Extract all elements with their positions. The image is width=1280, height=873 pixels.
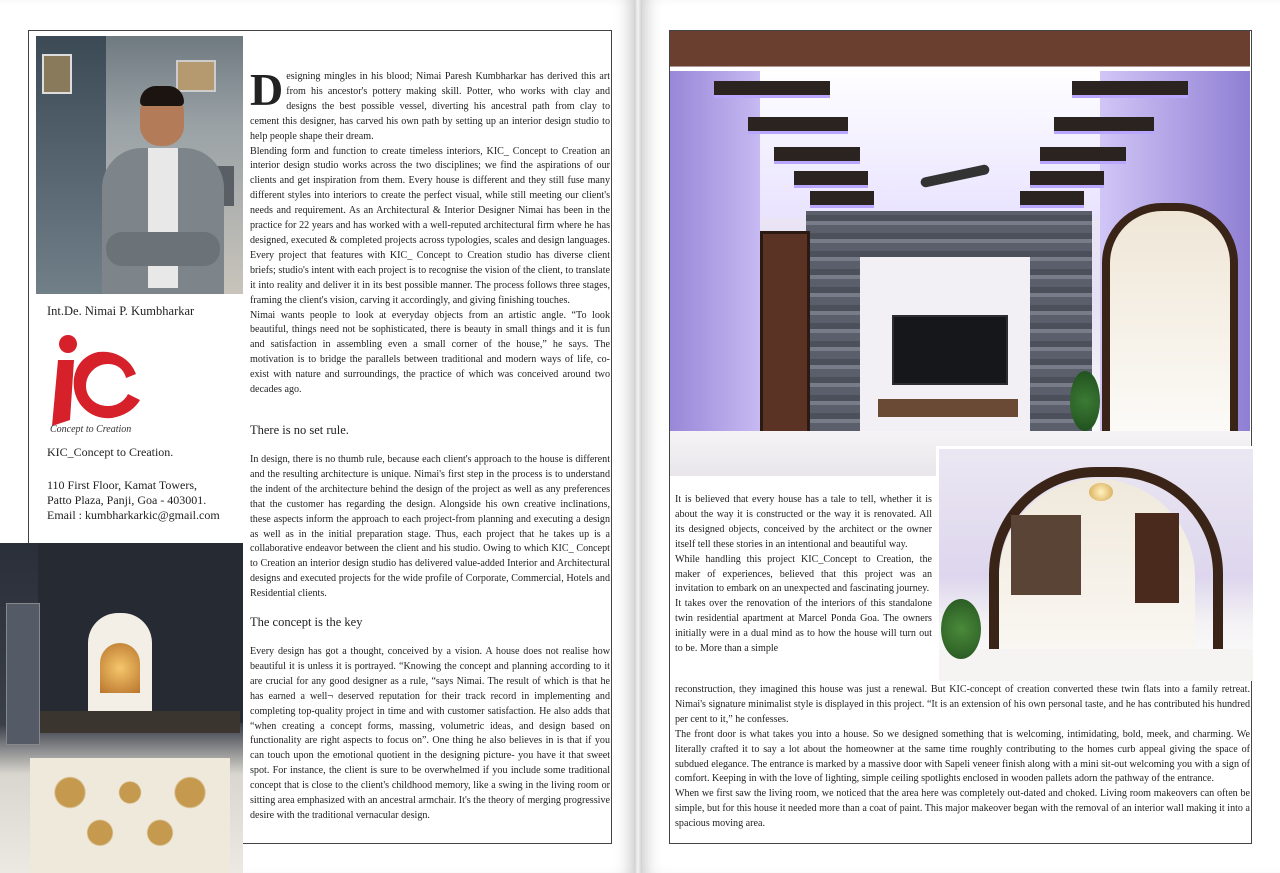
- takes-over-paragraph-start: It takes over the renovation of the interiors of this standalone twin residential apartment at Marcel Ponda Goa. The owners initially were in a dual mind as to how the house will turn out to be. More than a simple: [675, 598, 932, 655]
- kic-logo: [44, 330, 144, 430]
- right-wide-text: [675, 683, 1250, 832]
- contact-email: Email : kumbharkarkic@gmail.com: [47, 508, 220, 522]
- drop-cap: D: [250, 64, 284, 115]
- mandir-interior-photo: [0, 543, 243, 873]
- intro-paragraph: [250, 64, 610, 145]
- right-column-text: [675, 493, 932, 657]
- rule-paragraph: In design, there is no thumb rule, because each client's approach to the house is different and the resulting architecture is unique. Nimai's first step in the process is to understand the indent of the architecture behind the design of the project as well as any preferences that the customer has regarding the design. Alongside his own creative inclinations, these aspects inform the approach to each project-from planning and executing a design as well as in the initial preparation stage. Thus, each project that he takes up is a collaborative endeavor between the client and his studio. Owing to which KIC_ Concept to Creation an interior design studio has delivered value-added Interior and Architectural designs and executed projects for the wide profile of Corporate, Commercial, Hotels and Residential clients.: [250, 454, 610, 600]
- page-gutter: [634, 0, 642, 873]
- front-door-paragraph: The front door is what takes you into a house. So we designed something that is welcoming, intimidating, bold, meek, and charming. We literally crafted it to say a lot about the homeowner at the same time roughly contributing to the homes curb appeal giving the space of subdued elegance. The entrance is marked by a massive door with Sapeli veneer finish along with a mini sit-out welcoming you with a sign of comfort. Keeping in with the love of lighting, simple ceiling spotlights enclosed in wooden pallets adorn the pathway of the entrance.: [675, 728, 1250, 785]
- designer-portrait-photo: [36, 36, 243, 294]
- everyday-paragraph: Nimai wants people to look at everyday objects from an artistic angle. “To look beautiful, things need not be sophisticated, there is beauty in small things and it is fun and satisfaction in assembling even a small corner of the house,” he says. The motivation is to bridge the parallels between traditional and modern ways of life, co-exist with nature and surroundings, the practice of which was conceived around two decades ago.: [250, 309, 610, 396]
- takes-over-paragraph-end: reconstruction, they imagined this house was just a renewal. But KIC-concept of creation converted these twin flats into a family retreat. Nimai's signature minimalist style is displayed in this project. “It is an extension of his own personal taste, and he has contributed his hundred per cent to it,” he confesses.: [675, 684, 1250, 725]
- heading-concept-key: The concept is the key: [250, 615, 363, 629]
- blending-paragraph: Blending form and function to create timeless interiors, KIC_ Concept to Creation an interior design studio works across the two disciplines; we find the aspirations of our clients and get inspiration from them. Every house is different and they still fuse many different styles into interiors to create the perfect visual, while still meeting our client's needs and requirement. As an Architectural & Interior Designer Nimai has been in the practice for 22 years and has worked with a well-reputed architectural firm where he has designed, executed & completed projects across typologies, scales and design languages. Every project that features with KIC_ Concept to Creation studio has diverse client briefs; studio's intent with each project is to recognise the vision of the client, to translate it into reality and deliver it in its best possible manner. The process follows three stages, framing the client's vision, carving it accordingly, and giving finishing touches.: [250, 145, 610, 306]
- logo-tagline: Concept to Creation: [50, 424, 132, 435]
- designer-name-caption: Int.De. Nimai P. Kumbharkar: [47, 304, 195, 318]
- address-line-2: Patto Plaza, Panji, Goa - 403001.: [47, 493, 207, 507]
- living-room-photo: [670, 31, 1250, 476]
- handling-paragraph: While handling this project KIC_Concept to Creation, the maker of experiences, believed that this project was an invitation to embark on an unexpected and fascinating journey.: [675, 553, 932, 595]
- arched-hall-photo: [936, 446, 1253, 681]
- heading-no-set-rule: There is no set rule.: [250, 423, 349, 437]
- intro-text: esigning mingles in his blood; Nimai Paresh Kumbharkar has derived this art from his ancestor's pottery making skill. Potter, who works with clay and designs the best possible vessel, diverting his ancestral path from clay to cement this designer, has carved his own path by setting up an interior design studio to help people shape their dream.: [250, 71, 610, 142]
- concept-paragraph: Every design has got a thought, conceived by a vision. A house does not realise how beautiful it is unless it is portrayed. “Knowing the concept and planning according to it are crucial for any good designer as a rule, “says Nimai. The result of which is that he has earned a well¬ deserved reputation for their track record in implementing and completing top-quality project in time and with customer satisfaction. He also adds that “when creating a concept forms, massing, volumetric ideas, and design based on functionality are right aspects to focus on”. One thing he also believes in is that if you can touch upon the emotional quotient in the designing picture- you have it that sweet spot. For instance, the client is sure to be overwhelmed if you include some traditional concept that is close to the client's childhood memory, like a swing in the living room or sitting area emphasized with an ancestral armchair. It's the theory of merging progressive desire with the traditional vernacular design.: [250, 646, 610, 821]
- tale-paragraph: It is believed that every house has a tale to tell, whether it is about the way it is constructed or the way it is renovated. All its designed objects, conceived by the architect or the owner itself tell these stories in an intentional and beautiful way.: [675, 494, 932, 550]
- living-room-paragraph: When we first saw the living room, we noticed that the area here was completely out-dated and choked. Living room makeovers can often be simple, but for this house it needed more than a coat of paint. This major makeover began with the removal of an interior wall making it into a spacious moving area.: [675, 788, 1250, 830]
- address-line-1: 110 First Floor, Kamat Towers,: [47, 478, 198, 492]
- intro-column: [250, 64, 610, 398]
- studio-name: KIC_Concept to Creation.: [47, 445, 174, 459]
